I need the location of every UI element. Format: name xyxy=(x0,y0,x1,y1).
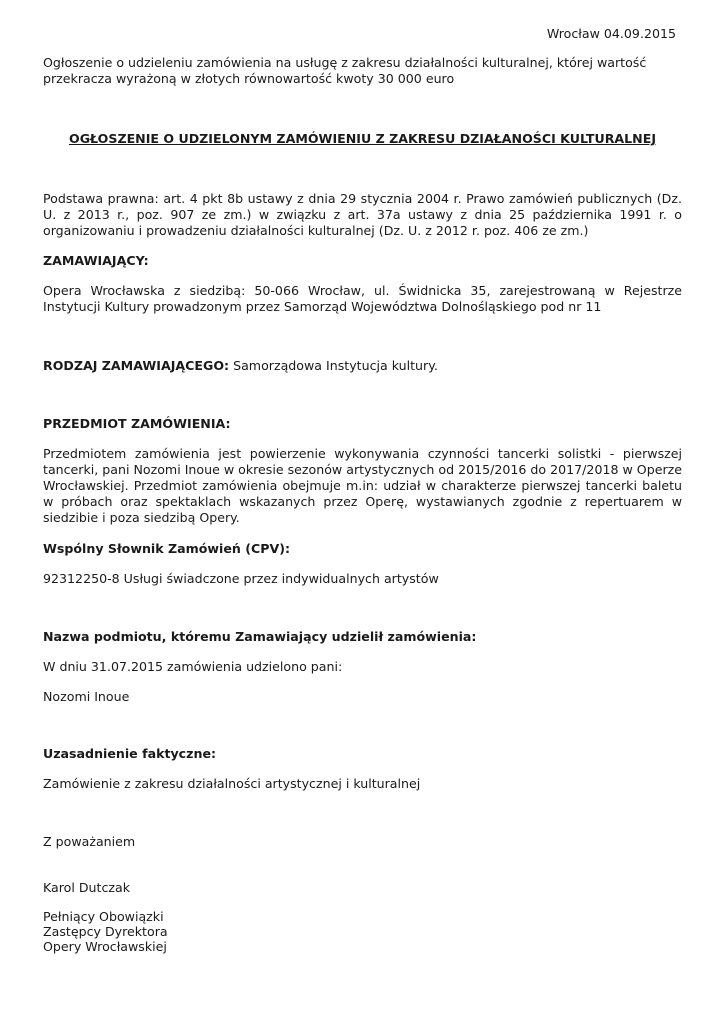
role-line: Zastępcy Dyrektora xyxy=(43,924,168,939)
nazwa-line-1: W dniu 31.07.2015 zamówienia udzielono pani: xyxy=(43,659,343,674)
przedmiot-text: Przedmiotem zamówienia jest powierzenie wykonywania czynności tancerki solistki - pierwszej tancerki, pani Nozomi Inoue w okresie sezonów artystycznych od 2015/2016 do 2017/2018 w Operze Wrocławskiej. Przedmiot zamówienia obejmuje m.in: udział w charakterze pierwszej tancerki baletu w próbach oraz spektaklach wskazanych przez Operę, wystawianych zgodnie z repertuarem w siedzibie i poza siedzibą Opery. xyxy=(43,446,682,525)
legal-basis-paragraph: Podstawa prawna: art. 4 pkt 8b ustawy z dnia 29 stycznia 2004 r. Prawo zamówień publicznych (Dz. U. z 2013 r., poz. 907 ze zm.) w związku z art. 37a ustawy z dnia 25 października 1991 r. o organizowaniu i prowadzeniu działalności kulturalnej (Dz. U. z 2012 r. poz. 406 ze zm.) xyxy=(43,191,682,238)
role-line: Pełniący Obowiązki xyxy=(43,909,164,924)
document-title: OGŁOSZENIE O UDZIELONYM ZAMÓWIENIU Z ZAKRESU DZIAŁANOŚCI KULTURALNEJ xyxy=(68,131,657,146)
nazwa-line-2: Nozomi Inoue xyxy=(43,689,130,704)
uzasadnienie-text: Zamówienie z zakresu działalności artystycznej i kulturalnej xyxy=(43,776,421,791)
date-line: Wrocław 04.09.2015 xyxy=(546,26,676,41)
rodzaj-label: RODZAJ ZAMAWIAJĄCEGO: xyxy=(43,358,230,373)
cpv-heading: Wspólny Słownik Zamówień (CPV): xyxy=(43,541,291,556)
role-line: Opery Wrocławskiej xyxy=(43,939,167,954)
zamawiajacy-heading: ZAMAWIAJĄCY: xyxy=(43,253,149,268)
zamawiajacy-text: Opera Wrocławska z siedzibą: 50-066 Wrocław, ul. Świdnicka 35, zarejestrowaną w Rejestrze Instytucji Kultury prowadzonym przez Samorząd Województwa Dolnośląskiego pod nr 11 xyxy=(43,283,682,314)
signatory-name: Karol Dutczak xyxy=(43,880,131,895)
rodzaj-zamawiajacego xyxy=(43,358,682,374)
cpv-text: 92312250-8 Usługi świadczone przez indywidualnych artystów xyxy=(43,571,439,586)
signatory-role xyxy=(43,909,682,954)
rodzaj-value: Samorządowa Instytucja kultury. xyxy=(233,358,438,373)
nazwa-heading: Nazwa podmiotu, któremu Zamawiający udzielił zamówienia: xyxy=(43,629,477,644)
closing-greeting: Z poważaniem xyxy=(43,834,136,849)
przedmiot-heading: PRZEDMIOT ZAMÓWIENIA: xyxy=(43,416,231,431)
intro-paragraph: Ogłoszenie o udzieleniu zamówienia na usługę z zakresu działalności kulturalnej, której wartość przekracza wyrażoną w złotych równowartość kwoty 30 000 euro xyxy=(43,55,647,86)
uzasadnienie-heading: Uzasadnienie faktyczne: xyxy=(43,746,217,761)
